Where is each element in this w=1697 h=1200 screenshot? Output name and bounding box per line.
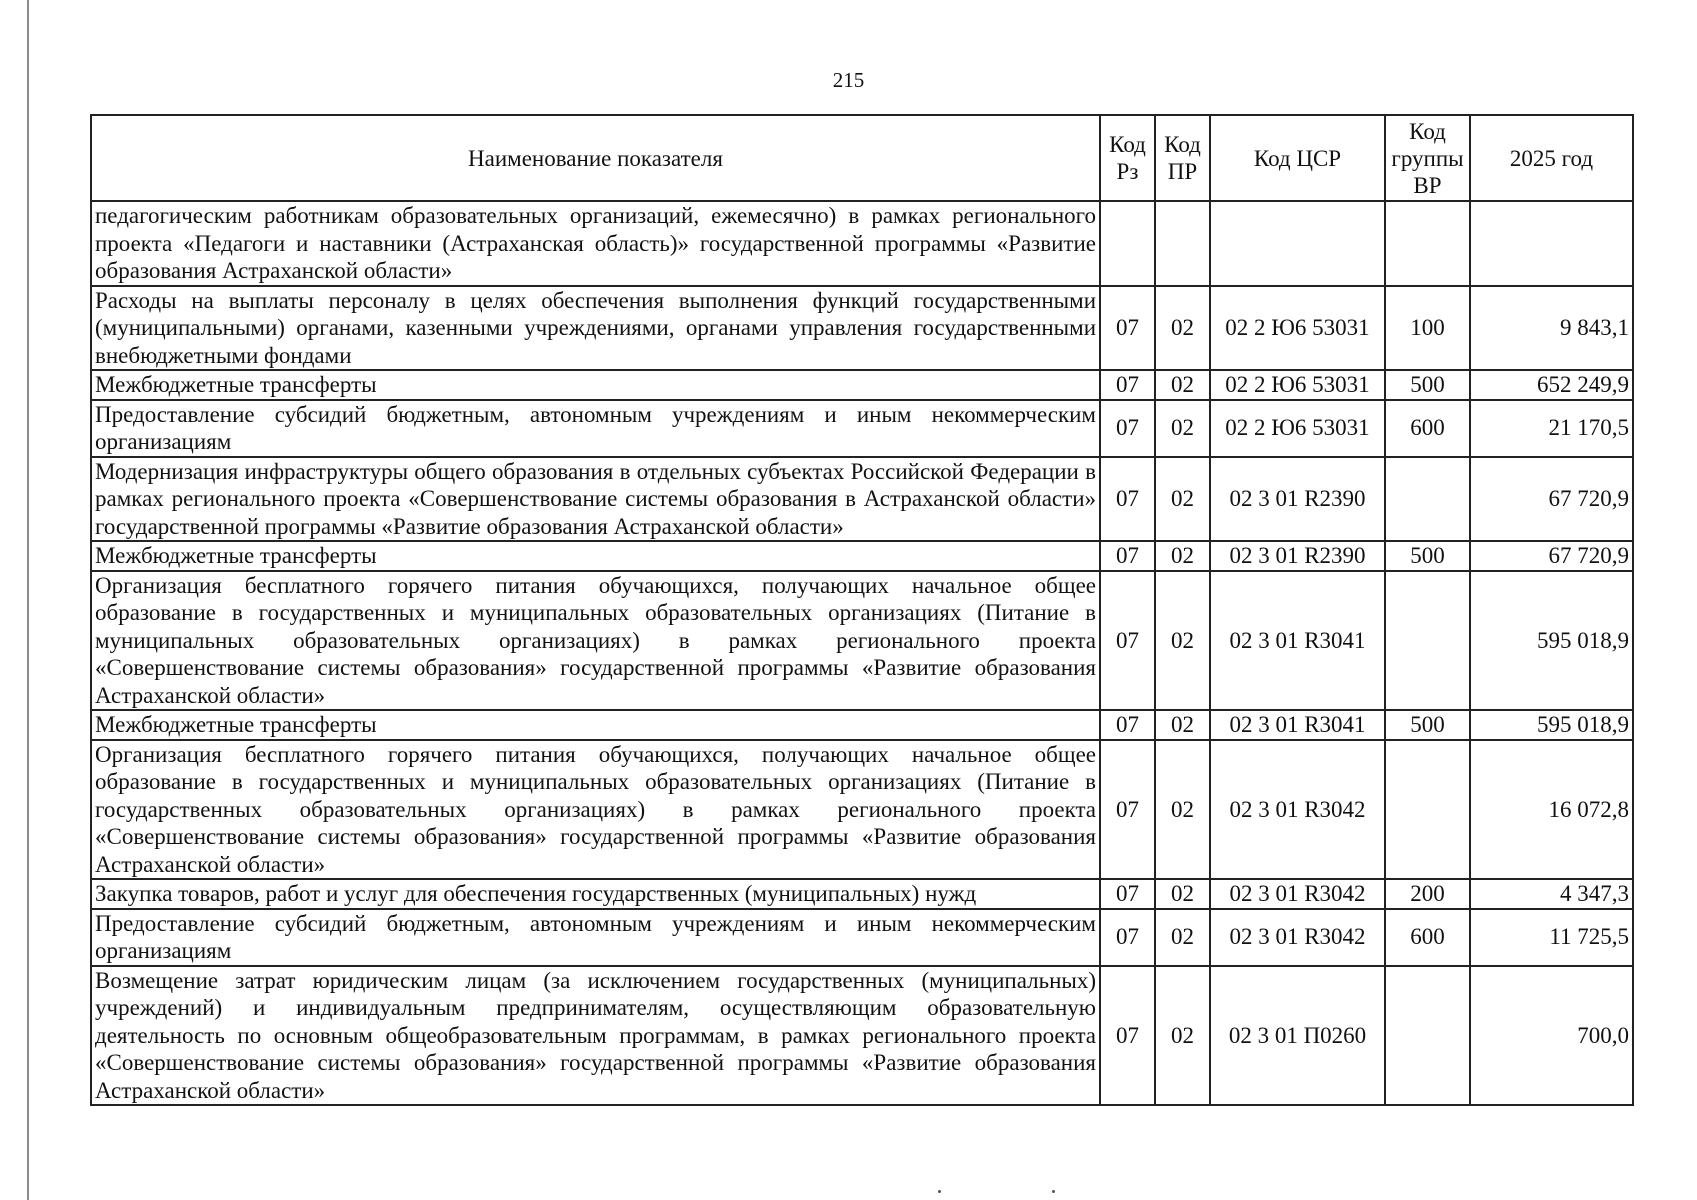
row-name: Модернизация инфраструктуры общего образования в отдельных субъектах Российской Федерации в рамках регионального проекта «Совершенствование системы образования в Астраханской области» государственной программы «Развитие образования Астраханской области» — [91, 457, 1100, 542]
row-name: Возмещение затрат юридическим лицам (за исключением государственных (муниципальных) учреждений) и индивидуальным предпринимателям, осуществляющим образовательную деятельность по основным общеобразовательным программам, в рамках регионального проекта «Совершенствование системы образования» государственной программы «Развитие образования Астраханской области» — [91, 966, 1100, 1106]
budget-table — [90, 114, 1634, 1106]
row-vr — [1385, 966, 1470, 1106]
table-header-row — [91, 115, 1633, 201]
header-rz: Код Рз — [1100, 115, 1155, 201]
row-rz: 07 — [1100, 457, 1155, 542]
row-rz: 07 — [1100, 541, 1155, 571]
row-name: Предоставление субсидий бюджетным, автономным учреждениям и иным некоммерческим организациям — [91, 400, 1100, 457]
row-name: Межбюджетные трансферты — [91, 710, 1100, 740]
row-amount: 67 720,9 — [1470, 457, 1633, 542]
row-name: Межбюджетные трансферты — [91, 541, 1100, 571]
table-row — [91, 400, 1633, 457]
table-row — [91, 286, 1633, 371]
row-name: Закупка товаров, работ и услуг для обеспечения государственных (муниципальных) нужд — [91, 879, 1100, 909]
row-csr: 02 3 01 R2390 — [1210, 457, 1385, 542]
row-rz: 07 — [1100, 286, 1155, 371]
row-csr: 02 3 01 R3041 — [1210, 571, 1385, 711]
header-vr: Код группы ВР — [1385, 115, 1470, 201]
row-vr — [1385, 571, 1470, 711]
row-vr: 500 — [1385, 370, 1470, 400]
row-csr: 02 2 Ю6 53031 — [1210, 400, 1385, 457]
row-vr — [1385, 457, 1470, 542]
header-csr: Код ЦСР — [1210, 115, 1385, 201]
row-vr: 600 — [1385, 400, 1470, 457]
row-pr: 02 — [1155, 571, 1210, 711]
row-csr: 02 2 Ю6 53031 — [1210, 370, 1385, 400]
row-amount: 652 249,9 — [1470, 370, 1633, 400]
table-row — [91, 710, 1633, 740]
row-amount — [1470, 201, 1633, 286]
row-pr: 02 — [1155, 879, 1210, 909]
row-vr — [1385, 201, 1470, 286]
row-rz: 07 — [1100, 966, 1155, 1106]
table-row — [91, 457, 1633, 542]
row-rz: 07 — [1100, 571, 1155, 711]
row-csr: 02 3 01 R3042 — [1210, 879, 1385, 909]
row-rz: 07 — [1100, 909, 1155, 966]
page-number: 215 — [832, 68, 865, 92]
scan-speck — [1052, 1190, 1055, 1193]
table-row — [91, 541, 1633, 571]
row-amount: 11 725,5 — [1470, 909, 1633, 966]
row-amount: 595 018,9 — [1470, 571, 1633, 711]
row-vr: 600 — [1385, 909, 1470, 966]
row-pr: 02 — [1155, 541, 1210, 571]
row-amount: 21 170,5 — [1470, 400, 1633, 457]
header-pr: Код ПР — [1155, 115, 1210, 201]
row-name: Предоставление субсидий бюджетным, автономным учреждениям и иным некоммерческим организациям — [91, 909, 1100, 966]
row-name: Организация бесплатного горячего питания обучающихся, получающих начальное общее образование в государственных и муниципальных образовательных организациях (Питание в государственных образовательных организациях) в рамках регионального проекта «Совершенствование системы образования» государственной программы «Развитие образования Астраханской области» — [91, 740, 1100, 880]
row-amount: 16 072,8 — [1470, 740, 1633, 880]
row-pr: 02 — [1155, 966, 1210, 1106]
header-year: 2025 год — [1470, 115, 1633, 201]
row-pr: 02 — [1155, 400, 1210, 457]
row-rz: 07 — [1100, 400, 1155, 457]
row-rz: 07 — [1100, 710, 1155, 740]
row-csr: 02 3 01 П0260 — [1210, 966, 1385, 1106]
row-vr: 100 — [1385, 286, 1470, 371]
header-name: Наименование показателя — [91, 115, 1100, 201]
table-row — [91, 370, 1633, 400]
scan-edge-line — [27, 0, 29, 1200]
row-amount: 67 720,9 — [1470, 541, 1633, 571]
row-pr: 02 — [1155, 286, 1210, 371]
row-vr: 500 — [1385, 541, 1470, 571]
table-row — [91, 879, 1633, 909]
row-vr — [1385, 740, 1470, 880]
row-name: Межбюджетные трансферты — [91, 370, 1100, 400]
row-amount: 700,0 — [1470, 966, 1633, 1106]
row-vr: 200 — [1385, 879, 1470, 909]
row-rz — [1100, 201, 1155, 286]
row-pr: 02 — [1155, 710, 1210, 740]
row-csr: 02 3 01 R3041 — [1210, 710, 1385, 740]
row-name: Организация бесплатного горячего питания обучающихся, получающих начальное общее образование в государственных и муниципальных образовательных организациях (Питание в муниципальных образовательных организациях) в рамках регионального проекта «Совершенствование системы образования» государственной программы «Развитие образования Астраханской области» — [91, 571, 1100, 711]
row-pr: 02 — [1155, 740, 1210, 880]
table-row — [91, 740, 1633, 880]
row-csr: 02 2 Ю6 53031 — [1210, 286, 1385, 371]
row-csr — [1210, 201, 1385, 286]
row-csr: 02 3 01 R3042 — [1210, 740, 1385, 880]
row-pr: 02 — [1155, 909, 1210, 966]
row-amount: 9 843,1 — [1470, 286, 1633, 371]
table-row — [91, 909, 1633, 966]
row-amount: 595 018,9 — [1470, 710, 1633, 740]
table-row — [91, 201, 1633, 286]
scan-speck — [938, 1190, 941, 1193]
row-rz: 07 — [1100, 370, 1155, 400]
row-pr: 02 — [1155, 457, 1210, 542]
table-row — [91, 966, 1633, 1106]
row-amount: 4 347,3 — [1470, 879, 1633, 909]
row-name: педагогическим работникам образовательных организаций, ежемесячно) в рамках регионального проекта «Педагоги и наставники (Астраханская область)» государственной программы «Развитие образования Астраханской области» — [91, 201, 1100, 286]
row-csr: 02 3 01 R2390 — [1210, 541, 1385, 571]
row-pr — [1155, 201, 1210, 286]
row-csr: 02 3 01 R3042 — [1210, 909, 1385, 966]
row-vr: 500 — [1385, 710, 1470, 740]
row-pr: 02 — [1155, 370, 1210, 400]
table-row — [91, 571, 1633, 711]
row-rz: 07 — [1100, 879, 1155, 909]
row-name: Расходы на выплаты персоналу в целях обеспечения выполнения функций государственными (муниципальными) органами, казенными учреждениями, органами управления государственными внебюджетными фондами — [91, 286, 1100, 371]
row-rz: 07 — [1100, 740, 1155, 880]
